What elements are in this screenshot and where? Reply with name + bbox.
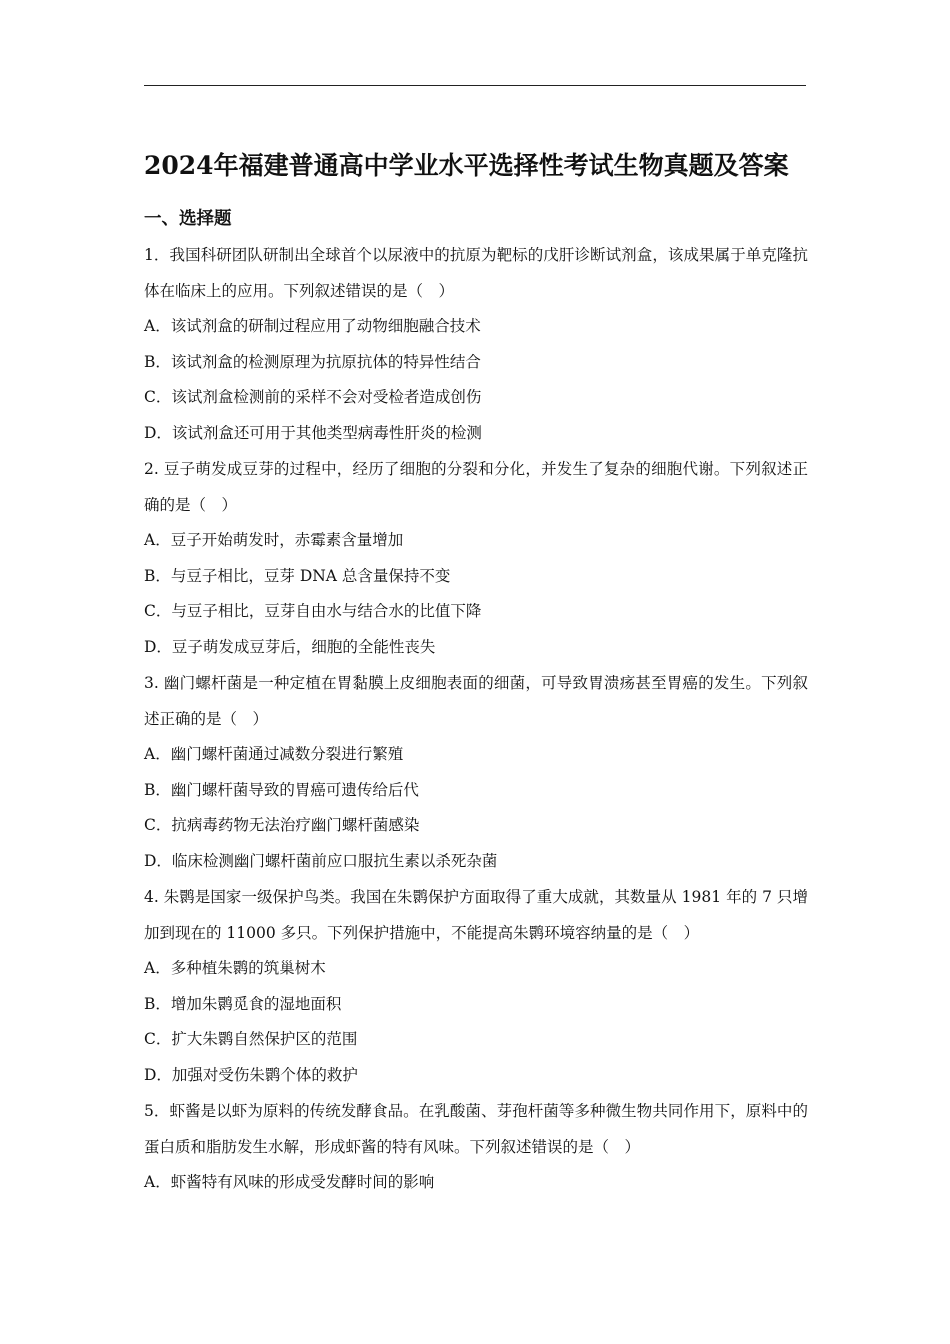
option-a: A．多种植朱鹮的筑巢树木 (144, 959, 326, 977)
option-c: C．扩大朱鹮自然保护区的范围 (144, 1030, 358, 1048)
option-d: D．豆子萌发成豆芽后，细胞的全能性丧失 (144, 637, 436, 656)
option-d: D．临床检测幽门螺杆菌前应口服抗生素以杀死杂菌 (144, 851, 498, 870)
option-a: A．豆子开始萌发时，赤霉素含量增加 (144, 531, 404, 549)
option-b: B．与豆子相比，豆芽 DNA 总含量保持不变 (144, 566, 451, 585)
question-stem: 1．我国科研团队研制出全球首个以尿液中的抗原为靶标的戊肝诊断试剂盒，该成果属于单克隆抗体在临床上的应用。下列叙述错误的是（ ） (144, 246, 808, 300)
question-stem: 5．虾酱是以虾为原料的传统发酵食品。在乳酸菌、芽孢杆菌等多种微生物共同作用下，原料中的蛋白质和脂肪发生水解，形成虾酱的特有风味。下列叙述错误的是（ ） (144, 1102, 808, 1156)
option-b: B．幽门螺杆菌导致的胃癌可遗传给后代 (144, 780, 419, 799)
question-1 (144, 237, 808, 451)
question-stem: 3. 幽门螺杆菌是一种定植在胃黏膜上皮细胞表面的细菌，可导致胃溃疡甚至胃癌的发生。下列叙述正确的是（ ） (144, 674, 808, 728)
question-stem: 2. 豆子萌发成豆芽的过程中，经历了细胞的分裂和分化，并发生了复杂的细胞代谢。下列叙述正确的是（ ） (144, 460, 808, 514)
option-a: A．幽门螺杆菌通过减数分裂进行繁殖 (144, 745, 404, 763)
question-list (144, 237, 808, 1201)
option-c: C．该试剂盒检测前的采样不会对受检者造成创伤 (144, 388, 482, 406)
option-b: B．该试剂盒的检测原理为抗原抗体的特异性结合 (144, 352, 481, 371)
option-d: D．加强对受伤朱鹮个体的救护 (144, 1065, 358, 1084)
question-5 (144, 1093, 808, 1201)
option-d: D．该试剂盒还可用于其他类型病毒性肝炎的检测 (144, 423, 482, 442)
question-4 (144, 879, 808, 1093)
option-c: C．抗病毒药物无法治疗幽门螺杆菌感染 (144, 816, 420, 834)
question-stem: 4. 朱鹮是国家一级保护鸟类。我国在朱鹮保护方面取得了重大成就，其数量从 1981 年的 7 只增加到现在的 11000 多只。下列保护措施中，不能提高朱鹮环境容纳量的是（ ） (144, 888, 808, 942)
option-b: B．增加朱鹮觅食的湿地面积 (144, 994, 342, 1013)
option-a: A．虾酱特有风味的形成受发酵时间的影响 (144, 1173, 435, 1191)
question-3 (144, 665, 808, 879)
option-c: C．与豆子相比，豆芽自由水与结合水的比值下降 (144, 602, 482, 620)
section-heading: 一、选择题 (144, 209, 232, 229)
option-a: A．该试剂盒的研制过程应用了动物细胞融合技术 (144, 317, 481, 335)
page-title: 2024年福建普通高中学业水平选择性考试生物真题及答案 (144, 151, 789, 180)
header-rule (144, 85, 806, 86)
question-2 (144, 451, 808, 665)
